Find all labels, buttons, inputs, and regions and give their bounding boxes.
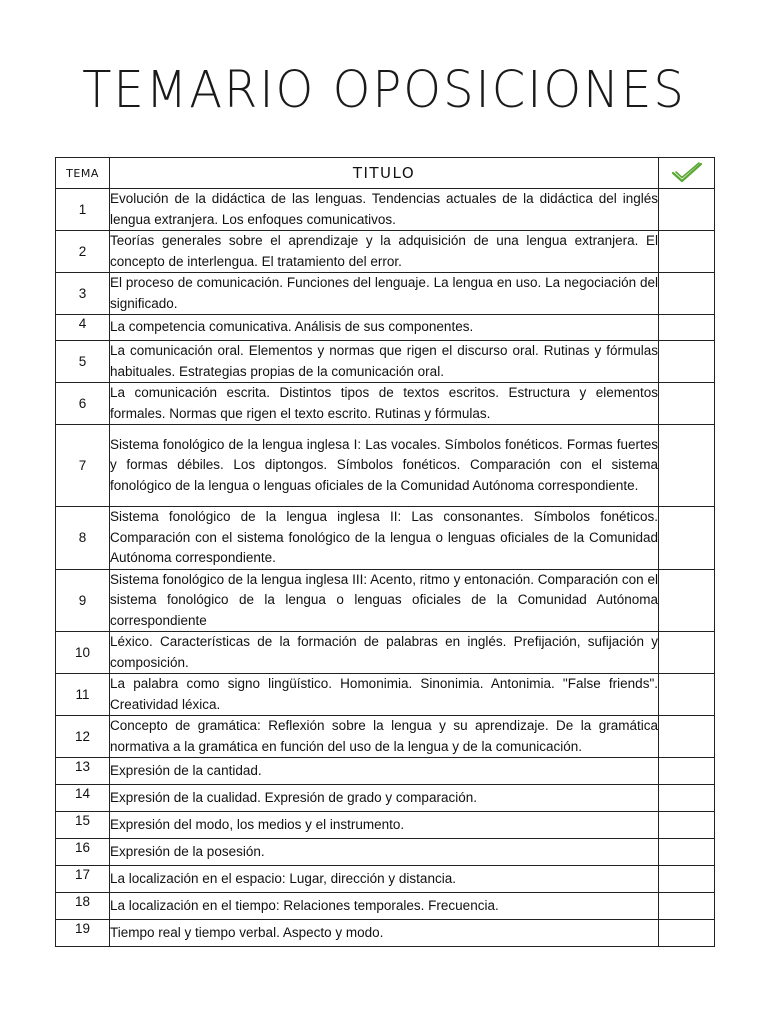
row-title: Evolución de la didáctica de las lenguas. Tendencias actuales de la didáctica del inglés lengua extranjera. Los enfoques comunicativos.: [110, 189, 659, 231]
row-num: 6: [56, 383, 110, 425]
row-title: Tiempo real y tiempo verbal. Aspecto y modo.: [110, 920, 659, 947]
page-title: TEMARIO OPOSICIONES: [82, 60, 686, 120]
row-check-cell[interactable]: [659, 866, 715, 893]
row-num: 18: [56, 893, 110, 920]
row-num: 2: [56, 231, 110, 273]
table-row: [56, 812, 715, 839]
table-row: [56, 716, 715, 758]
row-num: 13: [56, 758, 110, 785]
row-num: 5: [56, 341, 110, 383]
table-row: [56, 383, 715, 425]
table-row: [56, 632, 715, 674]
table-row: [56, 507, 715, 570]
row-title: El proceso de comunicación. Funciones del lenguaje. La lengua en uso. La negociación del significado.: [110, 273, 659, 315]
table-row: [56, 674, 715, 716]
row-title: La localización en el espacio: Lugar, dirección y distancia.: [110, 866, 659, 893]
row-title: Concepto de gramática: Reflexión sobre la lengua y su aprendizaje. De la gramática normativa a la gramática en función del uso de la lengua y de la comunicación.: [110, 716, 659, 758]
row-check-cell[interactable]: [659, 189, 715, 231]
row-check-cell[interactable]: [659, 632, 715, 674]
row-check-cell[interactable]: [659, 507, 715, 570]
header-titulo: TITULO: [110, 158, 659, 189]
row-num: 19: [56, 920, 110, 947]
table-row: [56, 425, 715, 507]
row-title: Expresión del modo, los medios y el instrumento.: [110, 812, 659, 839]
row-check-cell[interactable]: [659, 920, 715, 947]
row-num: 7: [56, 425, 110, 507]
row-check-cell[interactable]: [659, 569, 715, 632]
row-title: Léxico. Características de la formación de palabras en inglés. Prefijación, sufijación y composición.: [110, 632, 659, 674]
row-check-cell[interactable]: [659, 341, 715, 383]
row-check-cell[interactable]: [659, 758, 715, 785]
row-check-cell[interactable]: [659, 674, 715, 716]
row-title: Expresión de la posesión.: [110, 839, 659, 866]
table-row: [56, 920, 715, 947]
row-title: Sistema fonológico de la lengua inglesa I: Las vocales. Símbolos fonéticos. Formas fuertes y formas débiles. Los diptongos. Símbolos fonéticos. Comparación con el sistema fonológico de la lengua o lenguas oficiales de la Comunidad Autónoma correspondiente.: [110, 425, 659, 507]
row-check-cell[interactable]: [659, 383, 715, 425]
table-row: [56, 231, 715, 273]
row-title: La comunicación oral. Elementos y normas que rigen el discurso oral. Rutinas y fórmulas habituales. Estrategias propias de la comunicación oral.: [110, 341, 659, 383]
row-num: 17: [56, 866, 110, 893]
row-check-cell[interactable]: [659, 893, 715, 920]
row-num: 1: [56, 189, 110, 231]
row-num: 14: [56, 785, 110, 812]
row-check-cell[interactable]: [659, 716, 715, 758]
row-title: Expresión de la cantidad.: [110, 758, 659, 785]
row-num: 8: [56, 507, 110, 570]
table-header-row: [56, 158, 715, 189]
row-title: La competencia comunicativa. Análisis de sus componentes.: [110, 315, 659, 341]
row-title: La localización en el tiempo: Relaciones temporales. Frecuencia.: [110, 893, 659, 920]
row-check-cell[interactable]: [659, 231, 715, 273]
row-title: Sistema fonológico de la lengua inglesa III: Acento, ritmo y entonación. Comparación con el sistema fonológico de la lengua o lenguas oficiales de la Comunidad Autónoma correspondiente: [110, 569, 659, 632]
table-row: [56, 839, 715, 866]
row-num: 16: [56, 839, 110, 866]
row-check-cell[interactable]: [659, 839, 715, 866]
row-check-cell[interactable]: [659, 273, 715, 315]
row-title: La comunicación escrita. Distintos tipos de textos escritos. Estructura y elementos formales. Normas que rigen el texto escrito. Rutinas y fórmulas.: [110, 383, 659, 425]
row-title: Expresión de la cualidad. Expresión de grado y comparación.: [110, 785, 659, 812]
table-row: [56, 893, 715, 920]
table-row: [56, 315, 715, 341]
header-check: [659, 158, 715, 189]
row-title: Sistema fonológico de la lengua inglesa II: Las consonantes. Símbolos fonéticos. Comparación con el sistema fonológico de la lengua o lenguas oficiales de la Comunidad Autónoma correspondiente.: [110, 507, 659, 570]
row-check-cell[interactable]: [659, 425, 715, 507]
row-num: 12: [56, 716, 110, 758]
table-row: [56, 273, 715, 315]
table-row: [56, 758, 715, 785]
row-check-cell[interactable]: [659, 812, 715, 839]
row-title: La palabra como signo lingüístico. Homonimia. Sinonimia. Antonimia. "False friends". Creatividad léxica.: [110, 674, 659, 716]
row-num: 3: [56, 273, 110, 315]
row-title: Teorías generales sobre el aprendizaje y la adquisición de una lengua extranjera. El concepto de interlengua. El tratamiento del error.: [110, 231, 659, 273]
row-num: 10: [56, 632, 110, 674]
row-check-cell[interactable]: [659, 315, 715, 341]
table-row: [56, 189, 715, 231]
table-row: [56, 341, 715, 383]
row-num: 11: [56, 674, 110, 716]
row-check-cell[interactable]: [659, 785, 715, 812]
temario-table: [55, 157, 715, 947]
checkmark-icon: [670, 161, 704, 185]
row-num: 9: [56, 569, 110, 632]
row-num: 4: [56, 315, 110, 341]
header-tema: TEMA: [56, 158, 110, 189]
table-row: [56, 785, 715, 812]
row-num: 15: [56, 812, 110, 839]
table-row: [56, 866, 715, 893]
table-row: [56, 569, 715, 632]
